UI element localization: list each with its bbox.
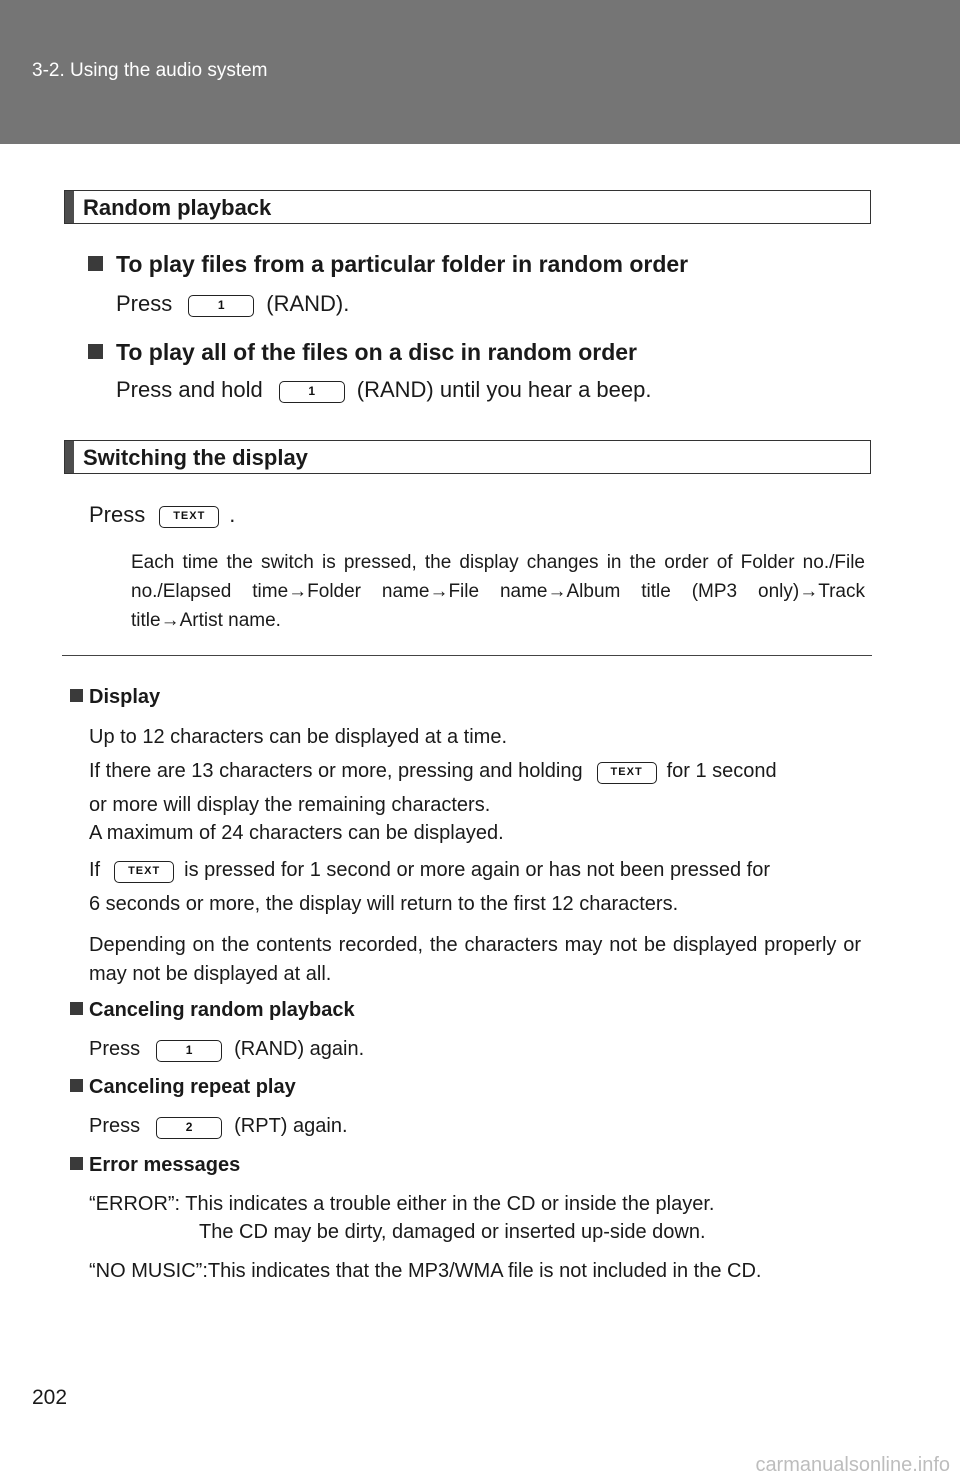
note-heading-cancel-repeat: Canceling repeat play (70, 1076, 296, 1099)
page-header (0, 0, 960, 144)
key-text-icon: TEXT (597, 762, 657, 784)
key-1-icon: 1 (188, 295, 254, 317)
square-bullet-icon (88, 344, 103, 359)
note-cancel-random-instruction: Press 1 (RAND) again. (89, 1038, 365, 1060)
note-display-line-2: If there are 13 characters or more, pressing and holding TEXT for 1 second (89, 760, 777, 782)
note-display-line-5: If TEXT is pressed for 1 second or more again or has not been pressed for (89, 859, 771, 881)
instruction-folder-random: Press 1 (RAND). (116, 291, 350, 316)
section-title-switching-display: Switching the display (64, 440, 871, 474)
note-display-line-7: Depending on the contents recorded, the characters may not be displayed properly or may not be displayed at all. (89, 934, 861, 985)
header-section-title: 3-2. Using the audio system (32, 60, 268, 81)
note-display-line-1: Up to 12 characters can be displayed at a time. (89, 726, 508, 748)
note-display-line-3: or more will display the remaining characters. (89, 794, 491, 816)
title-bar-accent (65, 191, 74, 223)
instruction-switch-display: Press TEXT . (89, 502, 236, 527)
watermark: carmanualsonline.info (755, 1454, 950, 1476)
key-1-icon: 1 (156, 1040, 222, 1062)
square-bullet-icon (70, 1157, 83, 1170)
error-message-no-music: “NO MUSIC”:This indicates that the MP3/WMA file is not included in the CD. (89, 1260, 762, 1282)
key-2-icon: 2 (156, 1117, 222, 1139)
page-number: 202 (32, 1386, 68, 1409)
note-heading-error-messages: Error messages (70, 1154, 240, 1177)
instruction-disc-random: Press and hold 1 (RAND) until you hear a beep. (116, 377, 652, 402)
note-heading-display: Display (70, 686, 160, 709)
display-order-description: Each time the switch is pressed, the display changes in the order of Folder no./File no./Elapsed time→Folder name→File name→Album title (MP3 only)→Track title→Artist name. (131, 552, 865, 631)
key-text-icon: TEXT (159, 506, 219, 528)
note-heading-cancel-random: Canceling random playback (70, 999, 355, 1022)
section-title-random-playback: Random playback (64, 190, 871, 224)
title-bar-accent (65, 441, 74, 473)
note-cancel-repeat-instruction: Press 2 (RPT) again. (89, 1115, 348, 1137)
square-bullet-icon (70, 1079, 83, 1092)
note-display-line-4: A maximum of 24 characters can be displayed. (89, 822, 504, 844)
subheading-folder-random: To play files from a particular folder in random order (88, 251, 688, 278)
key-1-icon: 1 (279, 381, 345, 403)
note-display-line-6: 6 seconds or more, the display will return to the first 12 characters. (89, 893, 679, 915)
subheading-disc-random: To play all of the files on a disc in random order (88, 339, 637, 366)
square-bullet-icon (70, 1002, 83, 1015)
error-message-error: “ERROR”: This indicates a trouble either in the CD or inside the player. (89, 1193, 715, 1215)
key-text-icon: TEXT (114, 861, 174, 883)
square-bullet-icon (70, 689, 83, 702)
square-bullet-icon (88, 256, 103, 271)
error-message-error-detail: The CD may be dirty, damaged or inserted up-side down. (199, 1221, 706, 1243)
section-divider (62, 655, 872, 656)
